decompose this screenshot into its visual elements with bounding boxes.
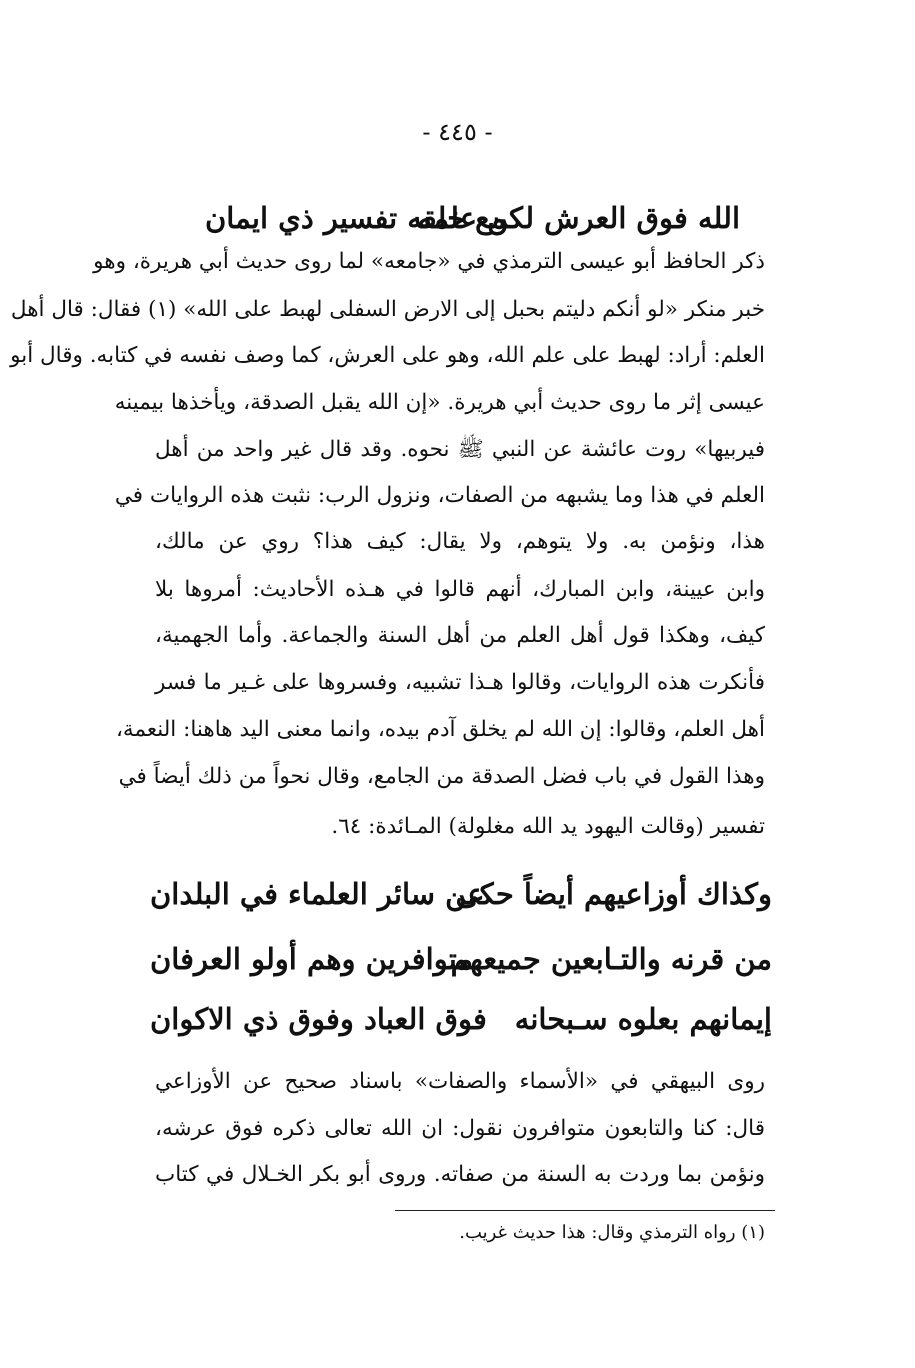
verse-hemistich-second: عن سائر العلماء في البلدان xyxy=(150,877,485,911)
text-line: أهل العلم، وقالوا: إن الله لم يخلق آدم بيده، وانما معنى اليد هاهنا: النعمة، xyxy=(115,717,765,742)
text-line: العلم: أراد: لهبط على علم الله، وهو على العرش، كما وصف نفسه في كتابه. وقال أبو xyxy=(10,343,765,368)
text-line: فأنكرت هذه الروايات، وقالوا هـذا تشبيه، وفسروها على غـير ما فسر xyxy=(155,670,765,695)
text-line: وابن عيينة، وابن المبارك، أنهم قالوا في هـذه الأحاديث: أمروها بلا xyxy=(155,577,765,602)
text-line: قال: كنا والتابعون متوافرون نقول: ان الله تعالى ذكره فوق عرشه، xyxy=(155,1116,766,1141)
footnote: (١) رواه الترمذي وقال: هذا حديث غريب. xyxy=(459,1222,765,1243)
text-line: فيربيها» روت عائشة عن النبي ﷺ نحوه. وقد قال غير واحد من أهل xyxy=(155,437,765,462)
text-line: وهذا القول في باب فضل الصدقة من الجامع، وقال نحواً من ذلك أيضاً في xyxy=(118,764,765,789)
verse-hemistich-second: مع خلقه تفسير ذي ايمان xyxy=(205,201,507,235)
verse-hemistich-second: فوق العباد وفوق ذي الاكوان xyxy=(150,1002,487,1036)
text-line: ونؤمن بما وردت به السنة من صفاته. وروى أبو بكر الخـلال في كتاب xyxy=(155,1162,765,1187)
text-line: كيف، وهكذا قول أهل العلم من أهل السنة والجماعة. وأما الجهمية، xyxy=(155,623,765,648)
text-line: عيسى إثر ما روى حديث أبي هريرة. «إن الله يقبل الصدقة، ويأخذها بيمينه xyxy=(114,390,765,415)
paragraph-2 xyxy=(10,0,766,1368)
footnote-divider xyxy=(395,1210,775,1211)
text-line: تفسير (وقالت اليهود يد الله مغلولة) المـائدة: ٦٤. xyxy=(331,814,765,839)
verse-hemistich-first: من قرنه والتـابعين جميعهم xyxy=(450,942,772,976)
verse-hemistich-first: الله فوق العرش لكن علمه xyxy=(417,201,740,235)
text-line: روى البيهقي في «الأسماء والصفات» باسناد صحيح عن الأوزاعي xyxy=(155,1069,765,1094)
text-line: العلم في هذا وما يشبهه من الصفات، ونزول الرب: نثبت هذه الروايات في xyxy=(114,483,765,508)
verse-hemistich-first: إيمانهم بعلوه سـبحانه xyxy=(514,1002,772,1036)
text-line: خبر منكر «لو أنكم دليتم بحبل إلى الارض السفلى لهبط على الله» (١) فقال: قال أهل xyxy=(10,297,765,322)
page-number: - ٤٤٥ - xyxy=(422,118,493,146)
text-line: ذكر الحافظ أبو عيسى الترمذي في «جامعه» لما روى حديث أبي هريرة، وهو xyxy=(93,249,765,274)
verse-hemistich-second: متوافرين وهم أولو العرفان xyxy=(150,942,473,976)
text-line: هذا، ونؤمن به. ولا يتوهم، ولا يقال: كيف هذا؟ روي عن مالك، xyxy=(155,529,765,554)
verse-hemistich-first: وكذاك أوزاعيهم أيضاً حكى xyxy=(455,877,772,911)
